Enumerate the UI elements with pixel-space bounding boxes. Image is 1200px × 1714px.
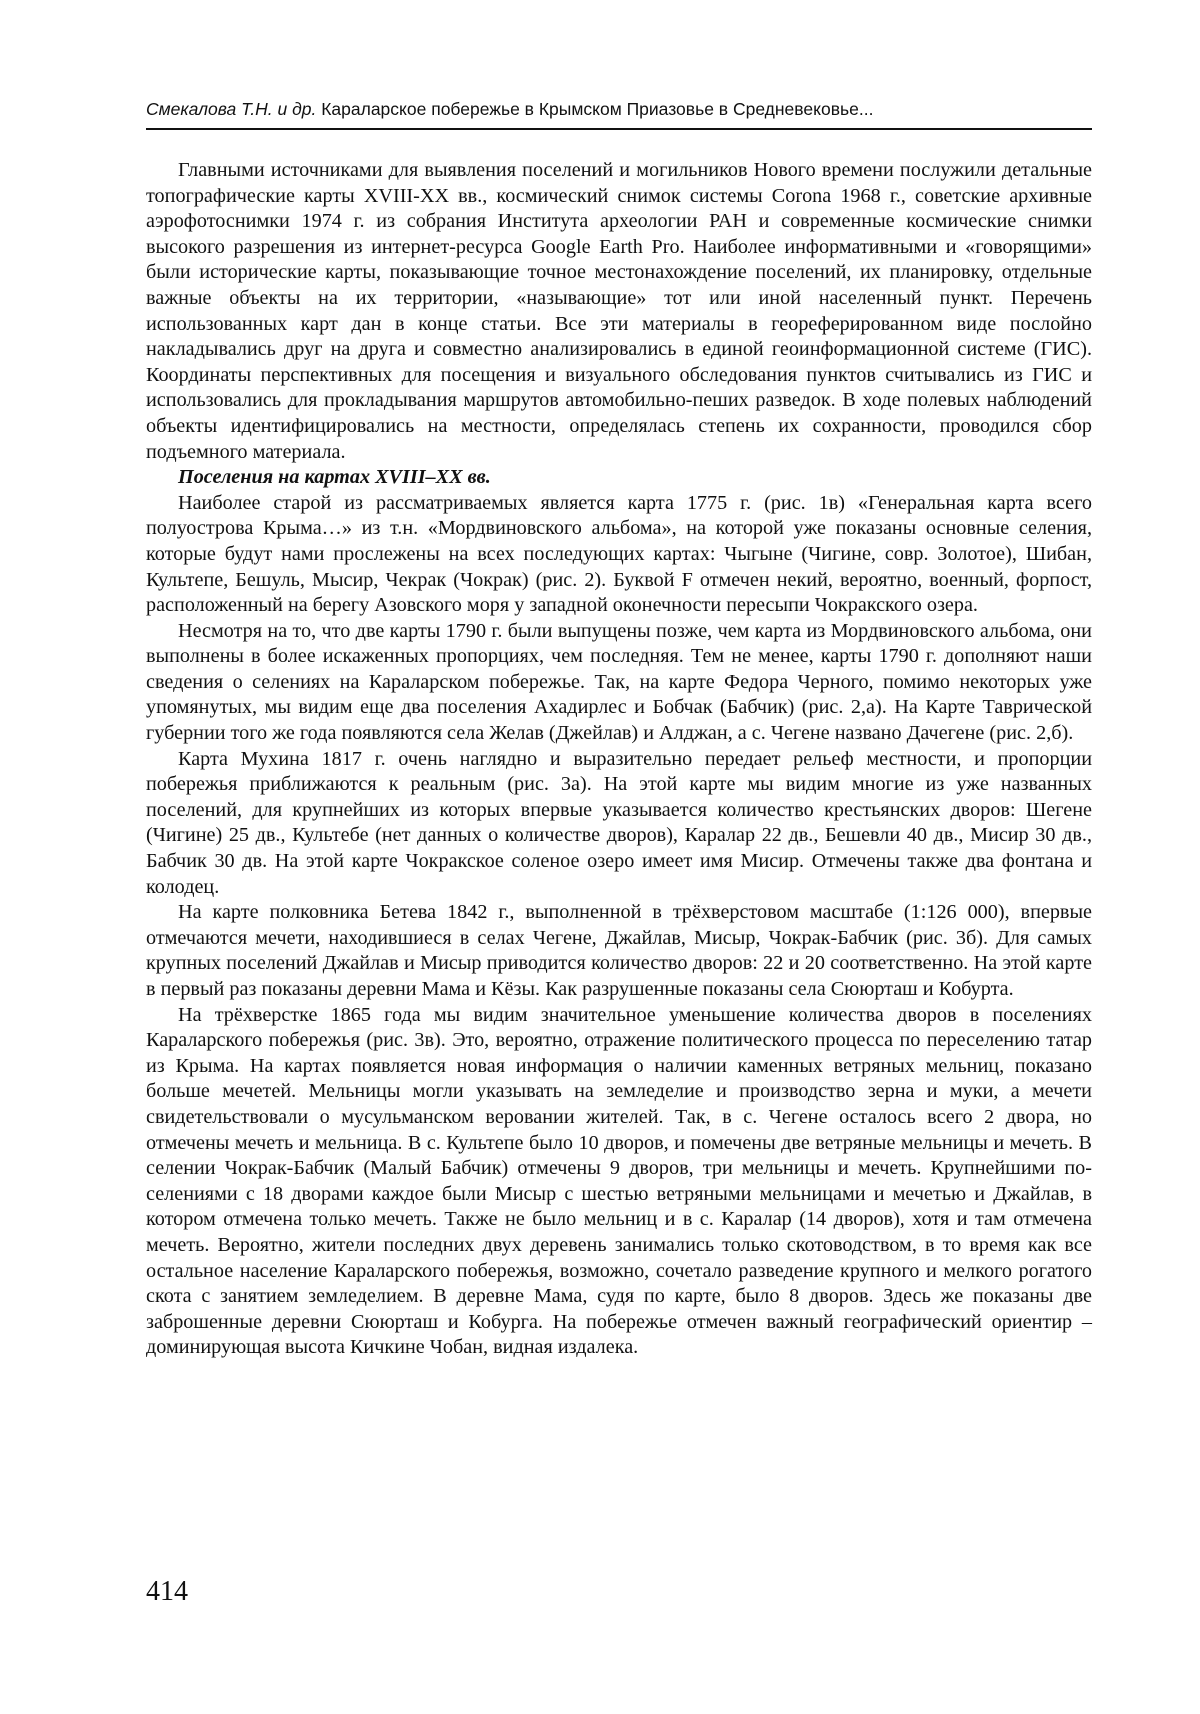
header-authors: Смекалова Т.Н. и др.	[146, 99, 317, 119]
page-number: 414	[146, 1576, 188, 1607]
paragraph-map-1817: Карта Мухина 1817 г. очень наглядно и выразительно передает рельеф местности, и пропорции побережья приближаются к реальным (рис. 3а). На этой карте мы видим многие из уже названных поселений, для крупнейших из которых впервые указывается количество крестьянских дворов: Шегене (Чигине) 25 дв., Культебе (нет данных о количестве дворов), Каралар 22 дв., Бешевли 40 дв., Мисир 30 дв., Бабчик 30 дв. На этой карте Чокракское соленое озеро имеет имя Мисир. Отмечены также два фонтана и колодец.	[146, 747, 1092, 898]
header-article-title: Караларское побережье в Крымском Приазовье в Средневековье...	[321, 99, 874, 119]
article-body	[146, 158, 1092, 1361]
paragraph-map-1775: Наиболее старой из рассматриваемых является карта 1775 г. (рис. 1в) «Генеральная карта всего полуострова Крыма…» из т.н. «Мордвиновского альбома», на которой уже показаны основные селения, которые будут нами прослежены на всех последующих картах: Чыгыне (Чигине, совр. Золотое), Шибан, Культепе, Бешуль, Мысир, Чекрак (Чокрак) (рис. 2). Буквой F отмечен некий, вероятно, военный, форпост, расположенный на берегу Азовского моря у западной оконечности пересыпи Чокракского озера.	[146, 491, 1092, 617]
paragraph-sources: Главными источниками для выявления поселений и могильников Нового времени послужили детальные топографические карты XVIII-XX вв., космический снимок системы Corona 1968 г., советские архивные аэрофотоснимки 1974 г. из собрания Института археологии РАН и современные космические снимки высокого разрешения из интернет-ресурса Google Earth Pro. Наиболее информативными и «говорящими» были исторические карты, показывающие точное местонахождение поселений, их планировку, отдельные важные объекты на их территории, «называющие» тот или иной населенный пункт. Перечень использованных карт дан в конце статьи. Все эти материалы в геореферированном виде послойно накладывались друг на друга и совместно анализировались в единой геоинформационной системе (ГИС). Координаты перспективных для посещения и визуального обследования пунктов считывались из ГИС и использовались для прокладывания маршрутов автомобильно-пеших разведок. В ходе полевых наблюдений объекты идентифицировались на местности, определялась степень их сохранности, проводился сбор подъемного материала.	[146, 159, 1092, 463]
running-header	[146, 98, 1092, 120]
paragraph-map-1865: На трёхверстке 1865 года мы видим значительное уменьшение количества дворов в поселениях Караларского побережья (рис. 3в). Это, вероятно, отражение политического процесса по переселению татар из Крыма. На картах появляется новая информация о наличии каменных ветряных мельниц, показано больше мечетей. Мельницы могли указывать на земледелие и производство зерна и муки, а мечети свидетельствовали о мусульманском веровании жителей. Так, в с. Чегене осталось всего 2 двора, но отмечены мечеть и мельница. В с. Культепе было 10 дворов, и помечены две ветряные мельницы и мечеть. В селении Чокрак-Бабчик (Малый Бабчик) отмечены 9 дворов, три мельницы и мечеть. Крупнейшими поселениями с 18 дворами каждое были Мисыр с шестью ветряными мельницами и мечетью и Джайлав, в котором отмечена только мечеть. Также не было мельниц и в с. Каралар (14 дворов), хотя и там отмечена мечеть. Вероятно, жители последних двух деревень занимались только скотоводством, в то время как все остальное население Караларского побережья, возможно, сочетало разведение крупного и мелкого рогатого скота с занятием земледелием. В деревне Мама, судя по карте, было 8 дворов. Здесь же показаны две заброшенные деревни Сююрташ и Кобурга. На побережье отмечен важный географический ориентир – доминирующая высота Кичкине Чобан, видная издалека.	[146, 1003, 1092, 1359]
section-heading: Поселения на картах XVIII–XX вв.	[178, 466, 491, 489]
paragraph-map-1842: На карте полковника Бетева 1842 г., выполненной в трёхверстовом масштабе (1:126 000), впервые отмечаются мечети, находившиеся в селах Чегене, Джайлав, Мисыр, Чокрак-Бабчик (рис. 3б). Для самых крупных поселений Джайлав и Мисыр приводится количество дворов: 22 и 20 соответственно. На этой карте в первый раз показаны деревни Мама и Кёзы. Как разрушенные показаны села Сююрташ и Кобурта.	[146, 901, 1092, 1000]
header-divider	[146, 128, 1092, 130]
paragraph-maps-1790: Несмотря на то, что две карты 1790 г. были выпущены позже, чем карта из Мордвиновского альбома, они выполнены в более искаженных пропорциях, чем последняя. Тем не менее, карты 1790 г. дополняют наши сведения о селениях на Караларском побережье. Так, на карте Федора Черного, помимо некоторых уже упомянутых, мы видим еще два поселения Ахадирлес и Бобчак (Бабчик) (рис. 2,а). На Карте Таврической губернии того же года появляются села Желав (Джейлав) и Алджан, а с. Чегене названо Дачегене (рис. 2,б).	[146, 619, 1092, 745]
